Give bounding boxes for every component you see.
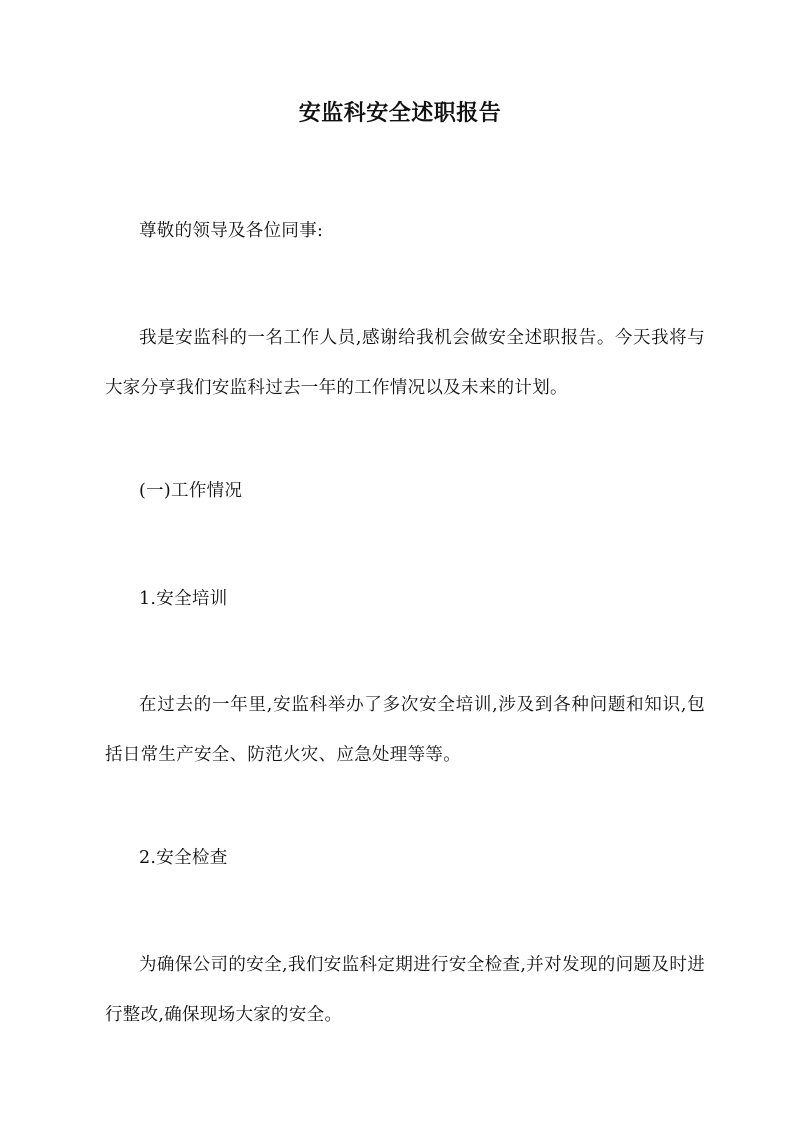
section-heading-work-status: (一)工作情况 [139,481,243,501]
item-heading-safety-training: 1.安全培训 [139,589,228,609]
intro-paragraph: 我是安监科的一名工作人员,感谢给我机会做安全述职报告。今天我将与大家分享我们安监科过去一年的工作情况以及未来的计划。 [105,328,705,398]
greeting-paragraph: 尊敬的领导及各位同事: [139,221,324,241]
paragraph-safety-training: 在过去的一年里,安监科举办了多次安全培训,涉及到各种问题和知识,包括日常生产安全、防范火灾、应急处理等等。 [105,695,705,765]
item-heading-safety-inspection: 2.安全检查 [139,848,228,868]
document-title: 安监科安全述职报告 [298,100,502,126]
paragraph-safety-inspection: 为确保公司的安全,我们安监科定期进行安全检查,并对发现的问题及时进行整改,确保现场大家的安全。 [105,955,705,1025]
